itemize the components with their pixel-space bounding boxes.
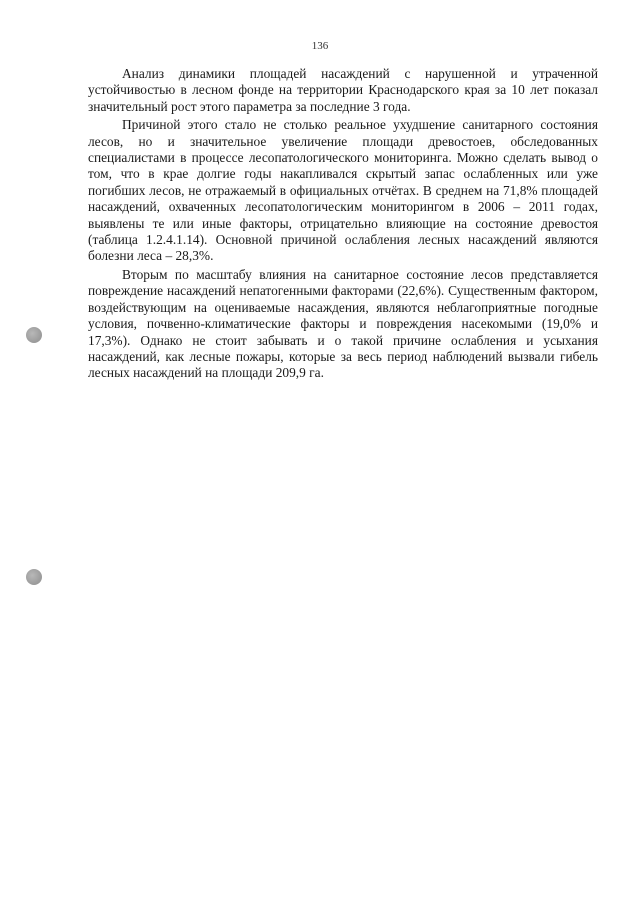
body-text: [88, 66, 598, 384]
punch-hole-bottom: [26, 569, 42, 585]
punch-hole-top: [26, 327, 42, 343]
page-number: 136: [311, 40, 329, 52]
paragraph-3: Вторым по масштабу влияния на санитарное состояние лесов представляется повреждение насаждений непатогенными факторами (22,6%). Существенным фактором, воздействующим на оцениваемые насаждения, являются неблагоприятные погодные условия, почвенно-климатические факторы и повреждения насекомыми (19,0% и 17,3%). Однако не стоит забывать и о такой причине ослабления и усыхания насаждений, как лесные пожары, которые за весь период наблюдений вызвали гибель лесных насаждений на площади 209,9 га.: [88, 266, 598, 381]
paragraph-1: Анализ динамики площадей насаждений с нарушенной и утраченной устойчивостью в лесном фонде на территории Краснодарского края за 10 лет показал значительный рост этого параметра за последние 3 года.: [88, 66, 598, 114]
paragraph-2: Причиной этого стало не столько реальное ухудшение санитарного состояния лесов, но и значительное увеличение площади древостоев, обследованных специалистами в процессе лесопатологического мониторинга. Можно сделать вывод о том, что в крае долгие годы накапливался скрытый запас ослабленных или уже погибших лесов, не отражаемый в официальных отчётах. В среднем на 71,8% площадей насаждений, охваченных лесопатологическим мониторингом в 2006 – 2011 годах, выявлены те или иные факторы, отрицательно влияющие на состояние древостоя (таблица 1.2.4.1.14). Основной причиной ослабления лесных насаждений являются болезни леса – 28,3%.: [88, 117, 598, 264]
